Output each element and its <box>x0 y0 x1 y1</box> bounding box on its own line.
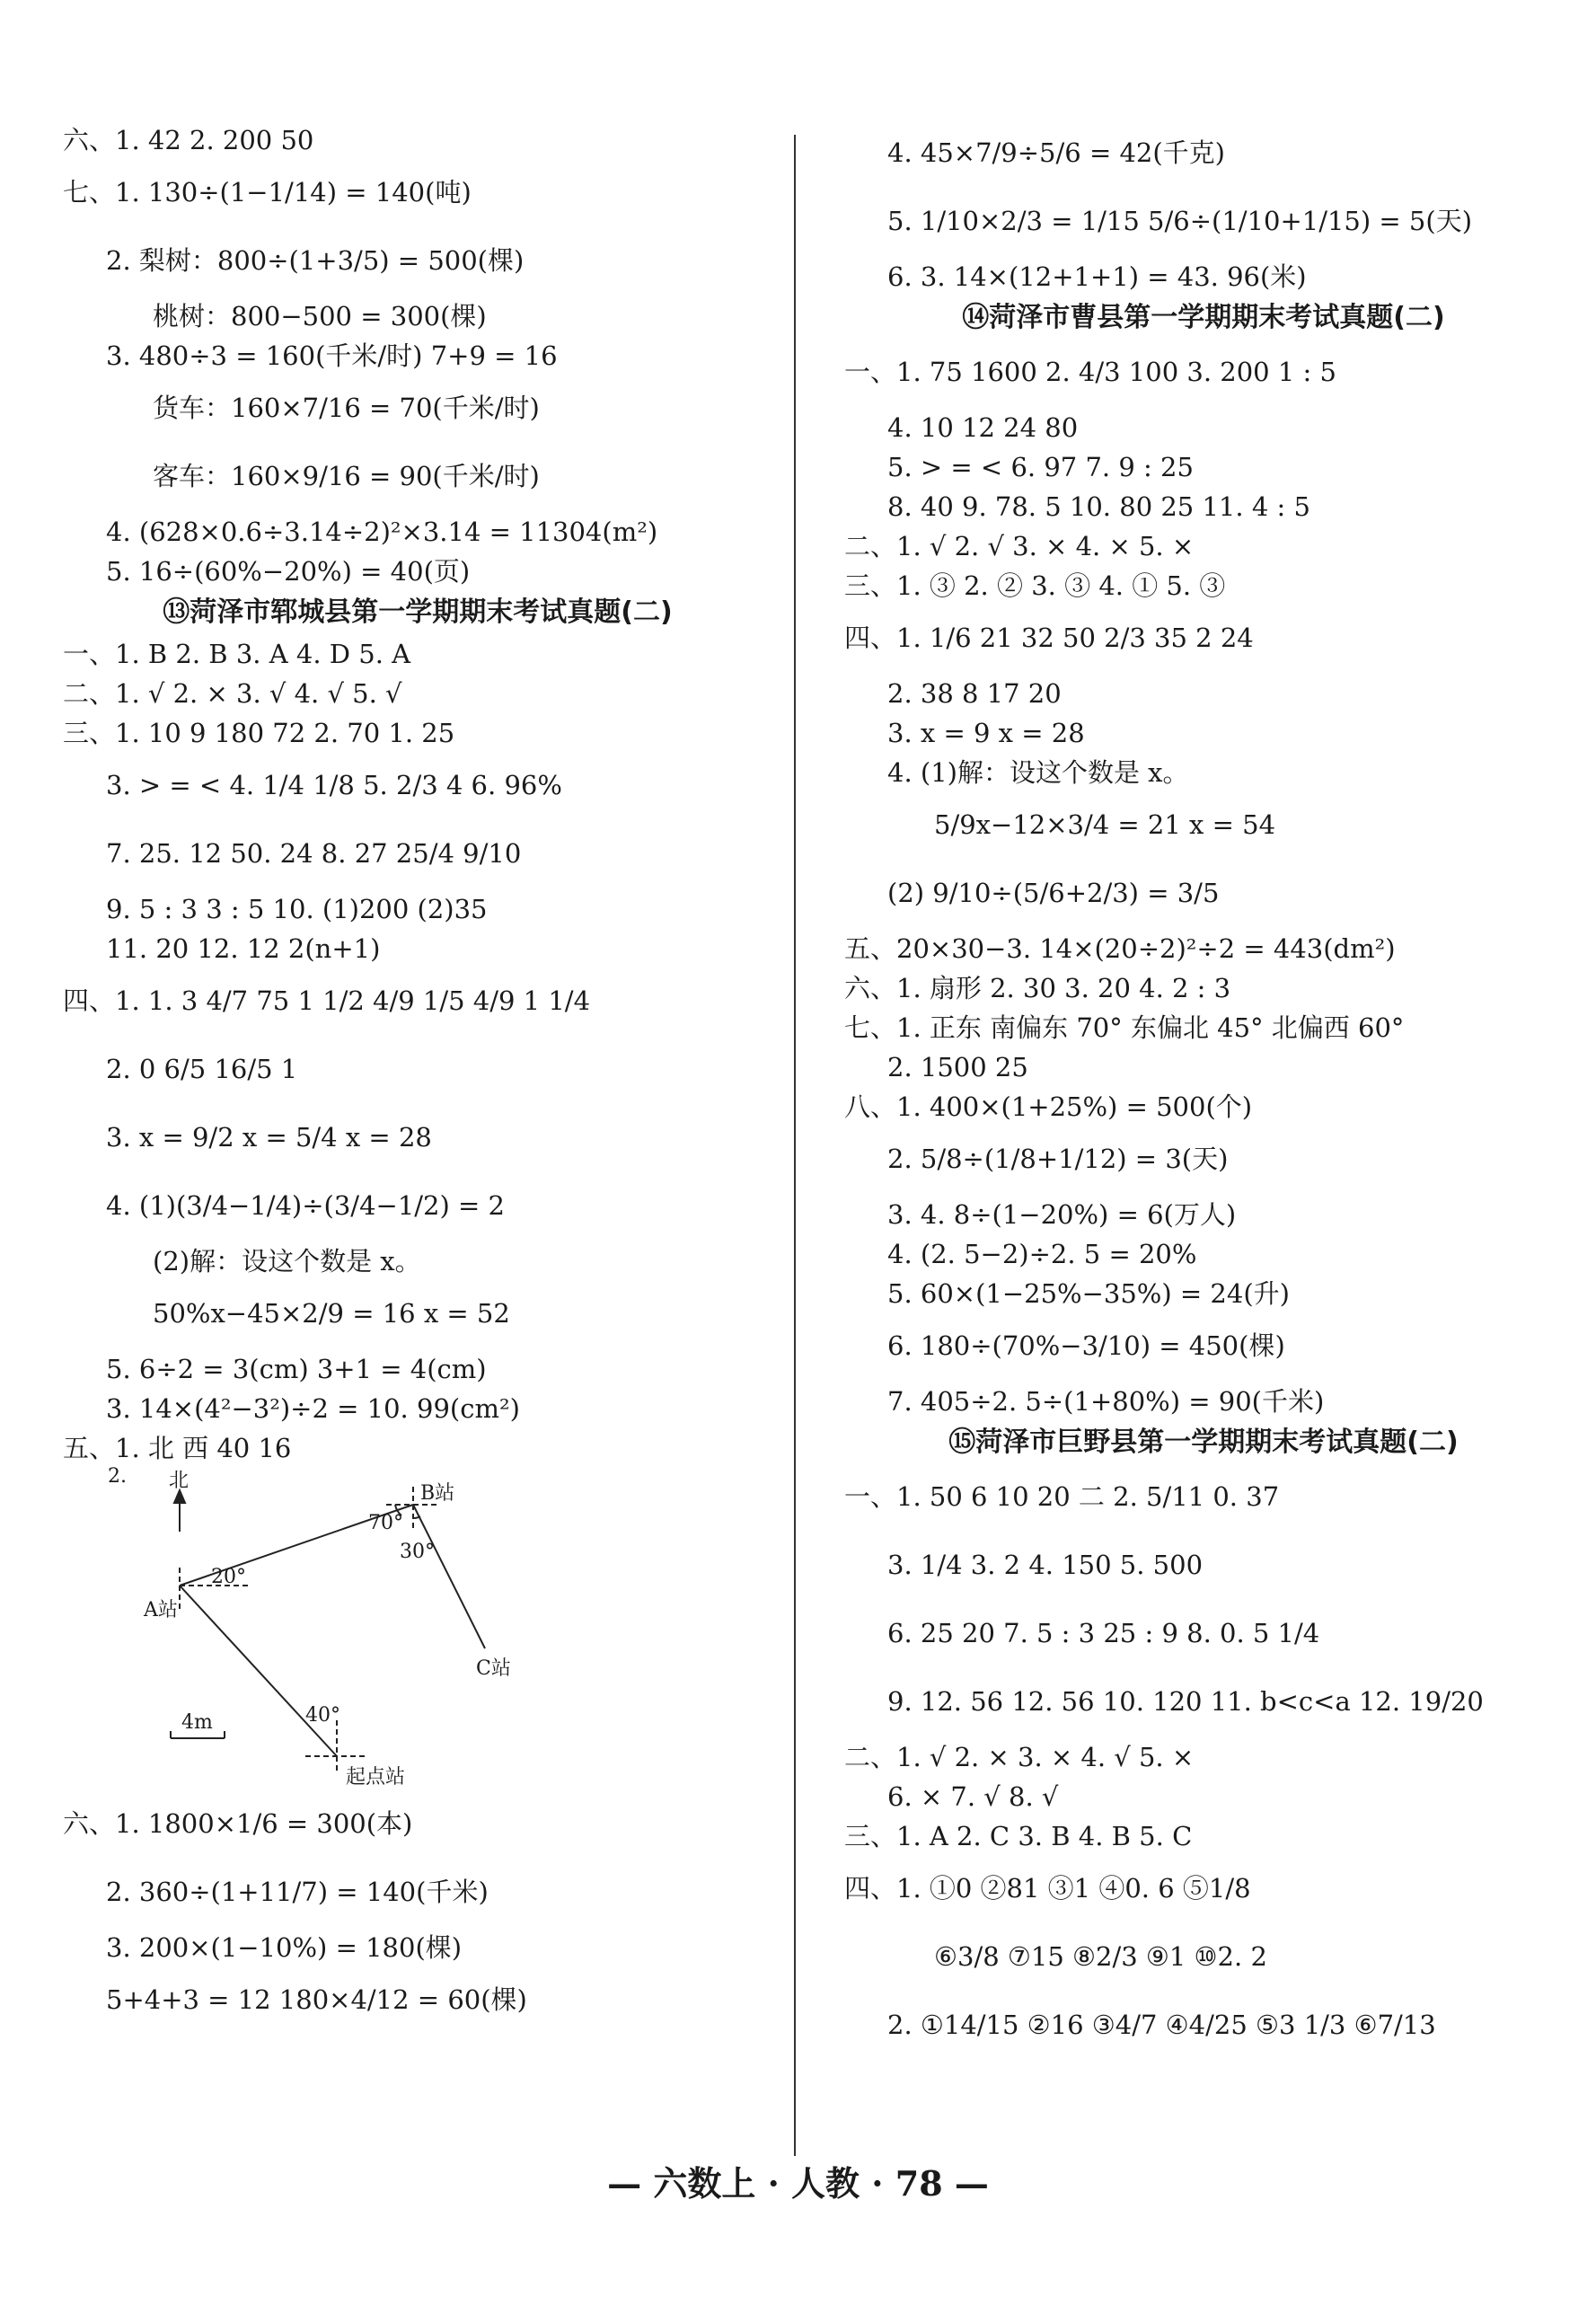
section-heading: ⑮菏泽市巨野县第一学期期末考试真题(二) <box>948 1427 1459 1458</box>
section-heading: ⑬菏泽市郓城县第一学期期末考试真题(二) <box>163 596 673 628</box>
column-divider <box>794 135 796 2156</box>
answer-line: 11. 20 12. 12 2(n+1) <box>106 933 381 964</box>
answer-line: 客车：160×9/16 = 90(千米/时) <box>153 461 540 491</box>
angle-40-label: 40° <box>305 1704 340 1727</box>
answer-line: 四、1. ①0 ②81 ③1 ④0. 6 ⑤1/8 <box>844 1873 1251 1904</box>
answer-line: 4. (1)解：设这个数是 x。 <box>887 757 1189 788</box>
answer-line: 6. 3. 14×(12+1+1) = 43. 96(米) <box>887 261 1307 292</box>
answer-line: 6. × 7. √ 8. √ <box>887 1781 1059 1812</box>
answer-line: 5+4+3 = 12 180×4/12 = 60(棵) <box>106 1984 527 2015</box>
answer-line: 货车：160×7/16 = 70(千米/时) <box>153 393 540 423</box>
answer-line: 六、1. 42 2. 200 50 <box>63 125 314 155</box>
answer-line: 4. (1)(3/4−1/4)÷(3/4−1/2) = 2 <box>106 1190 505 1221</box>
answer-line: 5. 60×(1−25%−35%) = 24(升) <box>887 1278 1290 1309</box>
direction-diagram <box>108 1465 530 1792</box>
answer-line: 7. 405÷2. 5÷(1+80%) = 90(千米) <box>887 1386 1325 1417</box>
answer-line: 8. 40 9. 78. 5 10. 80 25 11. 4 : 5 <box>887 491 1310 522</box>
answer-line: (2)解：设这个数是 x。 <box>153 1246 421 1277</box>
answer-line: 3. 4. 8÷(1−20%) = 6(万人) <box>887 1199 1237 1230</box>
answer-line: 七、1. 正东 南偏东 70° 东偏北 45° 北偏西 60° <box>844 1012 1405 1043</box>
answer-line: 7. 25. 12 50. 24 8. 27 25/4 9/10 <box>106 838 522 869</box>
answer-line: 2. ①14/15 ②16 ③4/7 ④4/25 ⑤3 1/3 ⑥7/13 <box>887 2010 1436 2040</box>
answer-line: 一、1. 75 1600 2. 4/3 100 3. 200 1 : 5 <box>844 357 1336 387</box>
answer-line: 2. 5/8÷(1/8+1/12) = 3(天) <box>887 1144 1229 1174</box>
answer-line: 二、1. √ 2. × 3. √ 4. √ 5. √ <box>63 678 402 709</box>
answer-line: 4. 10 12 24 80 <box>887 412 1079 443</box>
answer-line: 5. 16÷(60%−20%) = 40(页) <box>106 556 471 587</box>
left-column <box>63 121 772 2036</box>
answer-line: 4. (628×0.6÷3.14÷2)²×3.14 = 11304(m²) <box>106 517 658 547</box>
station-a-label: A站 <box>144 1599 178 1621</box>
answer-line: 三、1. A 2. C 3. B 4. B 5. C <box>844 1821 1193 1851</box>
answer-line: 七、1. 130÷(1−1/14) = 140(吨) <box>63 177 472 208</box>
page-footer: — 六数上 · 人教 · 78 — <box>607 2163 989 2204</box>
diagram-item-number: 2. <box>108 1465 127 1488</box>
answer-line: 50%x−45×2/9 = 16 x = 52 <box>153 1298 510 1329</box>
station-c-label: C站 <box>476 1657 511 1680</box>
answer-line: (2) 9/10÷(5/6+2/3) = 3/5 <box>887 878 1220 908</box>
right-column <box>844 121 1563 2062</box>
answer-line: 三、1. ③ 2. ② 3. ③ 4. ① 5. ③ <box>844 570 1226 601</box>
answer-line: 2. 38 8 17 20 <box>887 678 1062 709</box>
answer-line: 桃树：800−500 = 300(棵) <box>153 301 487 331</box>
answer-line: 6. 25 20 7. 5 : 3 25 : 9 8. 0. 5 1/4 <box>887 1618 1320 1648</box>
answer-line: 四、1. 1/6 21 32 50 2/3 35 2 24 <box>844 623 1254 653</box>
answer-line: ⑥3/8 ⑦15 ⑧2/3 ⑨1 ⑩2. 2 <box>934 1941 1267 1972</box>
answer-line: 六、1. 1800×1/6 = 300(本) <box>63 1808 413 1839</box>
answer-line: 4. 45×7/9÷5/6 = 42(千克) <box>887 137 1225 168</box>
answer-line: 八、1. 400×(1+25%) = 500(个) <box>844 1091 1253 1122</box>
scale-label: 4m <box>181 1711 213 1734</box>
answer-line: 2. 1500 25 <box>887 1052 1028 1082</box>
answer-line: 一、1. B 2. B 3. A 4. D 5. A <box>63 639 411 669</box>
section-heading: ⑭菏泽市曹县第一学期期末考试真题(二) <box>962 302 1445 333</box>
angle-30-label: 30° <box>400 1541 435 1563</box>
answer-line: 2. 360÷(1+11/7) = 140(千米) <box>106 1877 489 1907</box>
answer-line: 六、1. 扇形 2. 30 3. 20 4. 2 : 3 <box>844 973 1231 1003</box>
answer-line: 9. 5 : 3 3 : 5 10. (1)200 (2)35 <box>106 894 488 924</box>
answer-line: 9. 12. 56 12. 56 10. 120 11. b<c<a 12. 19/20 <box>887 1686 1484 1717</box>
answer-line: 5. 1/10×2/3 = 1/15 5/6÷(1/10+1/15) = 5(天) <box>887 206 1473 236</box>
start-station-label: 起点站 <box>346 1766 406 1789</box>
answer-line: 二、1. √ 2. × 3. × 4. √ 5. × <box>844 1742 1195 1772</box>
answer-line: 五、20×30−3. 14×(20÷2)²÷2 = 443(dm²) <box>844 933 1396 964</box>
answer-line: 一、1. 50 6 10 20 二 2. 5/11 0. 37 <box>844 1481 1280 1512</box>
answer-line: 二、1. √ 2. √ 3. × 4. × 5. × <box>844 531 1195 561</box>
answer-line: 2. 梨树：800÷(1+3/5) = 500(棵) <box>106 245 525 276</box>
station-b-label: B站 <box>420 1482 455 1505</box>
answer-line: 3. > = < 4. 1/4 1/8 5. 2/3 4 6. 96% <box>106 770 562 800</box>
answer-line: 5/9x−12×3/4 = 21 x = 54 <box>934 809 1276 840</box>
north-label: 北 <box>169 1470 190 1492</box>
angle-20-label: 20° <box>211 1566 246 1588</box>
answer-line: 3. 200×(1−10%) = 180(棵) <box>106 1932 463 1963</box>
answer-line: 5. > = < 6. 97 7. 9 : 25 <box>887 452 1194 482</box>
answer-line: 5. 6÷2 = 3(cm) 3+1 = 4(cm) <box>106 1354 487 1384</box>
answer-line: 3. 1/4 3. 2 4. 150 5. 500 <box>887 1550 1204 1580</box>
answer-line: 4. (2. 5−2)÷2. 5 = 20% <box>887 1239 1197 1269</box>
answer-line: 五、1. 北 西 40 16 <box>63 1433 292 1463</box>
answer-line: 3. x = 9 x = 28 <box>887 718 1085 748</box>
answer-line: 三、1. 10 9 180 72 2. 70 1. 25 <box>63 718 455 748</box>
answer-line: 6. 180÷(70%−3/10) = 450(棵) <box>887 1330 1285 1361</box>
answer-line: 四、1. 1. 3 4/7 75 1 1/2 4/9 1/5 4/9 1 1/4 <box>63 985 591 1016</box>
answer-line: 3. x = 9/2 x = 5/4 x = 28 <box>106 1122 432 1153</box>
answer-line: 2. 0 6/5 16/5 1 <box>106 1054 298 1084</box>
answer-line: 3. 480÷3 = 160(千米/时) 7+9 = 16 <box>106 340 558 371</box>
angle-70-label: 70° <box>368 1512 403 1534</box>
answer-line: 3. 14×(4²−3²)÷2 = 10. 99(cm²) <box>106 1393 520 1424</box>
